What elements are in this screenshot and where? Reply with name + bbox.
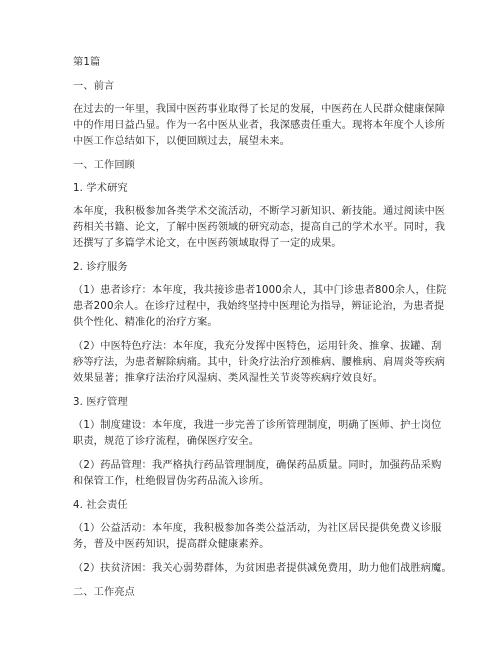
- paragraph-line: 痧等疗法，为患者解除病痛。其中，针灸疗法治疗颈椎病、腰椎病、肩周炎等疾病: [73, 357, 446, 368]
- page-label: 第1篇: [73, 57, 101, 68]
- paragraph-line: 效果显著；推拿疗法治疗风湿病、类风湿性关节炎等疾病疗效良好。: [73, 373, 384, 384]
- subsection-title-services: 2. 诊疗服务: [73, 262, 128, 273]
- intro-line: 在过去的一年里，我国中医药事业取得了长足的发展，中医药在人民群众健康保障: [73, 104, 446, 115]
- paragraph-line: 和保管工作，杜绝假冒伪劣药品流入诊所。: [73, 476, 270, 487]
- intro-line: 中的作用日益凸显。作为一名中医从业者，我深感责任重大。现将本年度个人诊所: [73, 120, 446, 131]
- section-heading-preface: 一、前言: [73, 81, 115, 92]
- paragraph-line: 本年度，我积极参加各类学术交流活动，不断学习新知识、新技能。通过阅读中医: [73, 206, 446, 217]
- paragraph-line: 供个性化、精准化的治疗方案。: [73, 317, 218, 328]
- paragraph-line: （2）扶贫济困：我关心弱势群体，为贫困患者提供减免费用，助力他们战胜病魔。: [73, 563, 452, 574]
- section-heading-highlights: 二、工作亮点: [73, 587, 136, 598]
- subsection-title-research: 1. 学术研究: [73, 183, 128, 194]
- paragraph-line: 职责，规范了诊疗流程，确保医疗安全。: [73, 436, 260, 447]
- paragraph-line: （1）患者诊疗：本年度，我共接诊患者1000余人，其中门诊患者800余人，住院: [73, 285, 447, 296]
- paragraph-line: （1）制度建设：本年度，我进一步完善了诊所管理制度，明确了医师、护士岗位: [73, 420, 442, 431]
- paragraph-line: 还撰写了多篇学术论文，在中医药领域取得了一定的成果。: [73, 238, 342, 249]
- paragraph-line: 务，普及中医药知识，提高群众健康素养。: [73, 539, 270, 550]
- paragraph-line: （2）中医特色疗法：本年度，我充分发挥中医特色，运用针灸、推拿、拔罐、刮: [73, 341, 442, 352]
- section-heading-review: 一、工作回顾: [73, 160, 136, 171]
- paragraph-line: 药相关书籍、论文，了解中医药领域的研究动态，提高自己的学术水平。同时，我: [73, 222, 446, 233]
- intro-line: 中医工作总结如下，以便回顾过去，展望未来。: [73, 136, 291, 147]
- paragraph-line: （1）公益活动：本年度，我积极参加各类公益活动，为社区居民提供免费义诊服: [73, 523, 442, 534]
- subsection-title-social: 4. 社会责任: [73, 500, 128, 511]
- paragraph-line: 患者200余人。在诊疗过程中，我始终坚持中医理论为指导，辨证论治，为患者提: [73, 301, 445, 312]
- subsection-title-management: 3. 医疗管理: [73, 397, 128, 408]
- paragraph-line: （2）药品管理：我严格执行药品管理制度，确保药品质量。同时，加强药品采购: [73, 460, 442, 471]
